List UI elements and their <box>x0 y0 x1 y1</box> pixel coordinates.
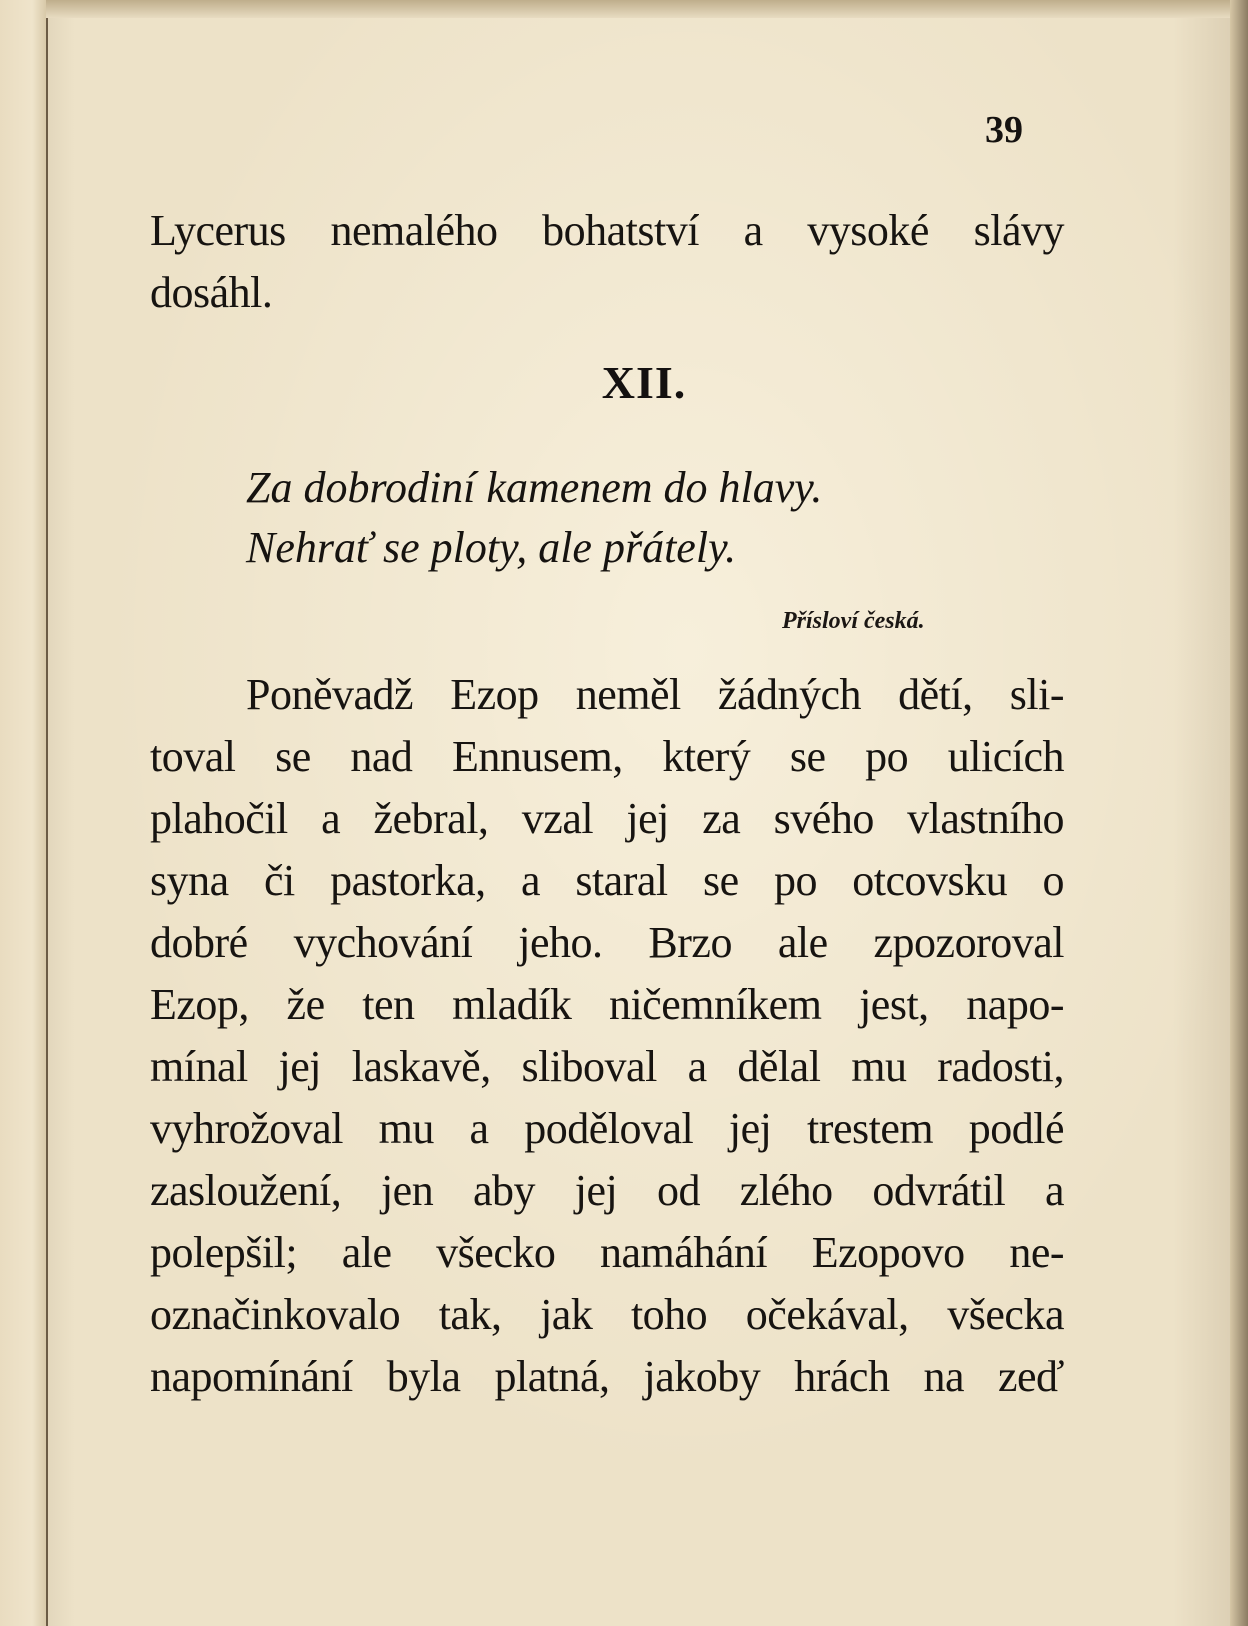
paragraph-line: syna či pastorka, a staral se po otcovsku o <box>150 856 1064 905</box>
page-top-edge <box>46 0 1248 18</box>
paragraph-line: Ezop, že ten mladík ničemníkem jest, napo- <box>150 980 1064 1029</box>
paragraph-line: napomínání byla platná, jakoby hrách na zeď <box>150 1352 1064 1401</box>
paragraph-first-line: Poněvadž Ezop neměl žádných dětí, sli- <box>246 670 1064 719</box>
motto-line-1: Za dobrodiní kamenem do hlavy. <box>246 463 823 512</box>
opening-line-2: dosáhl. <box>150 268 273 317</box>
paragraph-line: zasloužení, jen aby jej od zlého odvrátil a <box>150 1166 1064 1215</box>
paragraph-line: polepšil; ale všecko namáhání Ezopovo ne- <box>150 1228 1064 1277</box>
opening-line-1: Lycerus nemalého bohatství a vysoké slávy <box>150 206 1064 255</box>
paragraph-line: plahočil a žebral, vzal jej za svého vlastního <box>150 794 1064 843</box>
paragraph-line: toval se nad Ennusem, který se po ulicích <box>150 732 1064 781</box>
paragraph-line: vyhrožoval mu a poděloval jej trestem podlé <box>150 1104 1064 1153</box>
paragraph-line: označinkovalo tak, jak toho očekával, všecka <box>150 1290 1064 1339</box>
chapter-heading: XII. <box>601 357 687 408</box>
paragraph-line: dobré vychování jeho. Brzo ale zpozoroval <box>150 918 1064 967</box>
page-number: 39 <box>985 109 1023 151</box>
motto-line-2: Nehrať se ploty, ale přátely. <box>246 523 737 572</box>
page-right-edge <box>1230 0 1248 1626</box>
page-gutter-edge <box>0 0 48 1626</box>
motto-source: Přísloví česká. <box>782 608 925 634</box>
paragraph-line: mínal jej laskavě, sliboval a dělal mu radosti, <box>150 1042 1064 1091</box>
